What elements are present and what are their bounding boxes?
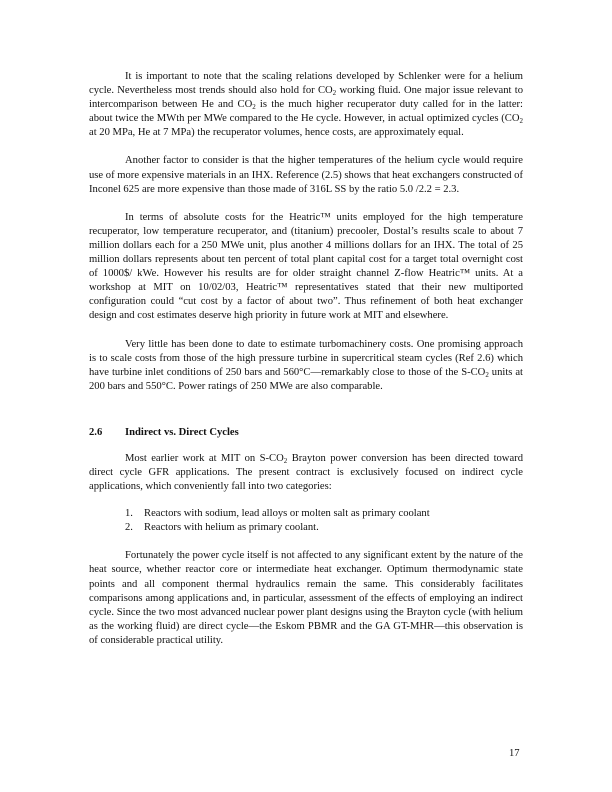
co2-subscript: 2 bbox=[252, 103, 256, 112]
list-item-text: Reactors with helium as primary coolant. bbox=[144, 522, 319, 534]
reactor-category-list bbox=[89, 507, 523, 535]
paragraph-ihx-materials: Another factor to consider is that the higher temperatures of the helium cycle would require use of more expensive materials in an IHX. Reference (2.5) shows that heat exchangers constructed of Inconel 625 are more expensive than those made of 316L SS by the ratio 5.0 /2.2 = 2.3. bbox=[89, 155, 523, 195]
section-number: 2.6 bbox=[89, 426, 103, 438]
list-item-number: 1. bbox=[125, 508, 133, 520]
co2-subscript: 2 bbox=[332, 89, 337, 98]
paragraph-turbomachinery-costs: Very little has been done to date to estimate turbomachinery costs. One promising approach is to scale costs from those of the high pressure turbine in supercritical steam cycles (Ref 2.6) which have turbine inlet conditions of 250 bars and 560°C—remarkably close to those of the $S-CO_2$ units at 200 bars and 550°C. Power ratings of 250 MWe are also comparable. bbox=[89, 338, 523, 392]
list-item-text: Reactors with sodium, lead alloys or molten salt as primary coolant bbox=[144, 508, 430, 520]
co2-subscript: 2 bbox=[519, 117, 523, 126]
paragraph-earlier-work: Most earlier work at MIT on $S-CO_2$ Brayton power conversion has been directed toward direct cycle GFR applications. The present contract is exclusively focused on indirect cycle applications, which conveniently fall into two categories: bbox=[89, 452, 523, 493]
list-item-number: 2. bbox=[125, 522, 133, 534]
document-page bbox=[89, 70, 523, 648]
section-title: Indirect vs. Direct Cycles bbox=[125, 426, 239, 438]
section-heading bbox=[89, 426, 523, 440]
co2-subscript: 2 bbox=[283, 456, 288, 465]
paragraph-absolute-costs: In terms of absolute costs for the Heatric™ units employed for the high temperature recuperator, low temperature recuperator, and (titanium) precooler, Dostal’s results scale to about 7 million dollars each for a 250 MWe unit, plus another 4 millions dollars for an IHX. The total of 25 million dollars represents about ten percent of total plant capital cost for a target total overnight cost of 1000$/ kWe. However his results are for older straight channel Z-flow Heatric™ units. At a workshop at MIT on 10/02/03, Heatric™ representatives stated that their new multiported configuration could “cut cost by a factor of about two”. Thus refinement of both heat exchanger design and cost estimates deserve high priority in future work at MIT and elsewhere. bbox=[89, 211, 523, 322]
paragraph-power-cycle: Fortunately the power cycle itself is not affected to any significant extent by the nature of the heat source, whether reactor core or intermediate heat exchanger. Optimum thermodynamic state points and all component thermal hydraulics remain the same. This considerably facilitates comparisons among applications and, in particular, assessment of the effects of employing an indirect cycle. Since the two most advanced nuclear power plant designs using the Brayton cycle (with helium as the working fluid) are direct cycle—the Eskom PBMR and the GA GT-MHR—this observation is of considerable practical utility. bbox=[89, 550, 523, 646]
paragraph-scaling-relations: It is important to note that the scaling relations developed by Schlenker were for a helium cycle. Nevertheless most trends should also hold for $CO_2$ working fluid. One major issue relevant to intercomparison between He and $CO_2$ is the much higher recuperator duty called for in the latter: about twice the MWth per MWe compared to the He cycle. However, in actual optimized cycles ($CO_2$ at 20 MPa, He at 7 MPa) the recuperator volumes, hence costs, are approximately equal. bbox=[89, 71, 524, 139]
page-number: 17 bbox=[509, 748, 520, 759]
co2-subscript: 2 bbox=[485, 370, 489, 379]
list-item bbox=[89, 521, 523, 535]
list-item bbox=[89, 507, 523, 521]
